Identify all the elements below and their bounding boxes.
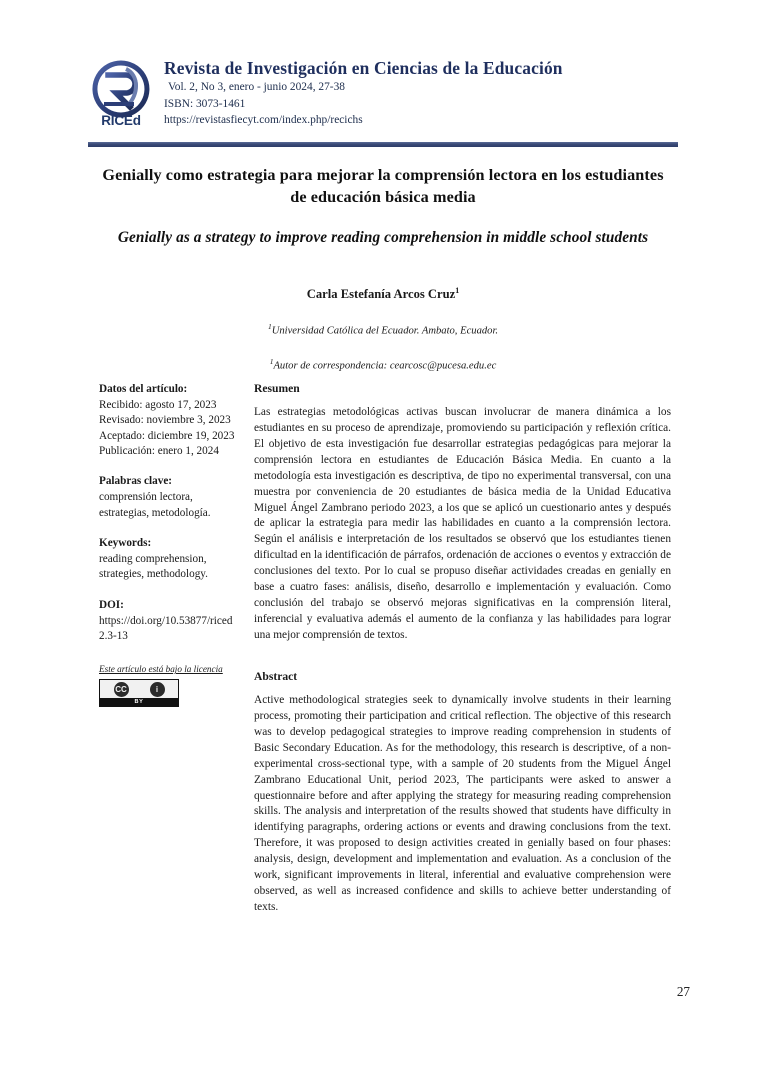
article-titles <box>95 165 671 248</box>
keywords-english-line-1: reading comprehension, <box>99 553 207 566</box>
resumen-heading: Resumen <box>254 382 300 395</box>
affiliation-superscript: 1 <box>267 322 272 332</box>
date-revised: Revisado: noviembre 3, 2023 <box>99 414 231 427</box>
article-title-spanish: Genially como estrategia para mejorar la comprensión lectora en los estudiantes de educación básica media <box>102 166 664 206</box>
correspondence-text: Autor de correspondencia: cearcosc@pucesa.edu.ec <box>273 360 497 372</box>
doi-link[interactable]: https://doi.org/10.53877/riced2.3-13 <box>99 614 233 643</box>
cc-badge-icons <box>100 680 178 699</box>
journal-volume-line: Vol. 2, No 3, enero - junio 2024, 27-38 <box>168 81 345 94</box>
date-published: Publicación: enero 1, 2024 <box>99 444 219 457</box>
abstracts-column <box>254 382 671 916</box>
article-data-heading: Datos del artículo: <box>99 383 188 395</box>
masthead-text-block <box>164 58 678 128</box>
abstract-heading: Abstract <box>254 669 298 683</box>
doi-group <box>99 598 240 645</box>
date-accepted: Aceptado: diciembre 19, 2023 <box>99 429 235 442</box>
article-metadata-sidebar <box>99 382 254 707</box>
article-title-english: Genially as a strategy to improve reading comprehension in middle school students <box>117 229 649 247</box>
keywords-english-heading: Keywords: <box>99 536 152 549</box>
cc-badge-label: BY <box>100 698 178 706</box>
journal-title: Revista de Investigación en Ciencias de la Educación <box>164 58 563 78</box>
keywords-spanish-line-2: estrategias, metodología. <box>99 506 211 519</box>
author-correspondence <box>95 357 671 372</box>
journal-url-link[interactable]: https://revistasfiecyt.com/index.php/recichs <box>164 113 363 126</box>
doi-heading: DOI: <box>99 598 124 611</box>
creative-commons-by-badge-icon[interactable] <box>99 679 179 707</box>
masthead-divider-rule <box>88 142 678 147</box>
page-number: 27 <box>676 984 690 999</box>
date-received: Recibido: agosto 17, 2023 <box>99 399 217 412</box>
journal-logo <box>88 58 154 128</box>
affiliation-text: Universidad Católica del Ecuador. Ambato, Ecuador. <box>271 325 499 337</box>
keywords-spanish-line-1: comprensión lectora, <box>99 491 193 504</box>
cc-attribution-icon: i <box>150 682 165 697</box>
license-note: Este artículo está bajo la licencia <box>99 664 223 675</box>
spacer <box>254 644 671 670</box>
journal-masthead <box>88 58 678 128</box>
correspondence-superscript: 1 <box>269 356 274 366</box>
keywords-spanish-heading: Palabras clave: <box>99 475 173 488</box>
author-name <box>95 286 671 302</box>
keywords-spanish-group <box>99 474 240 521</box>
logo-wordmark: RICEd <box>101 113 141 128</box>
license-group <box>99 664 240 707</box>
author-block <box>95 286 671 371</box>
journal-isbn-line: ISBN: 3073-1461 <box>164 97 246 110</box>
resumen-text: Las estrategias metodológicas activas buscan involucrar de manera dinámica a los estudiantes en su proceso de aprendizaje, promoviendo su participación y reflexión crítica. El objetivo de esta investigación fue desarrollar estrategias pedagógicas para mejorar la comprensión lectora en estudiantes de Educación Básica Media. En cuanto a la metodología esta investigación es descriptiva, de tipo no experimental transversal, con una muestra por conveniencia de 20 estudiantes de básica media de la Unidad Educativa Miguel Ángel Zambrano periodo 2023, a los que se aplicó un cuestionario antes y después de aplicar la estrategia para medir las habilidades en cuanto a la comprensión lectora. Según el análisis e interpretación de los resultados se observó que los estudiantes tienen dificultad en la identificación de párrafos, ordenación de acciones o eventos y extracción de conclusiones del texto. Por lo cual se propuso diseñar actividades creadas en genially en base a cuatro fases: análisis, diseño, desarrollo e implementación y evaluación. Como conclusión del trabajo se observó mejoras significativas en la comprensión literal, inferencial y evaluativa además el aumento de la confianza y las habilidades para lograr una mejor comprensión de textos. <box>254 405 671 642</box>
keywords-english-group <box>99 536 240 583</box>
keywords-english-line-2: strategies, methodology. <box>99 568 208 581</box>
spacer <box>99 583 240 598</box>
abstract-text: Active methodological strategies seek to dynamically involve students in their learning process, promoting their participation and critical reflection. The objective of this research was to develop pedagogical strategies to improve reading comprehension in students of Basic Secondary Education. As for the methodology, this research is descriptive, of a non-experimental cross-sectional type, with a sample of 20 students from the Miguel Ángel Zambrano Educational Unit, period 2023, The participants were asked to answer a questionnaire before and after applying the strategy for measuring reading comprehension skills. The analysis and interpretation of the results showed that students have difficulty in identifying paragraphs, ordering actions or events and drawing conclusions from the text. Therefore, it was proposed to design activities created in genially based on four phases: analysis, design, development and implementation and evaluation. As a conclusion of the work, significant improvements in literal, inferential and evaluative comprehension were observed, as well as increased confidence and skills to achieve better understanding of texts. <box>254 693 671 914</box>
riced-logo-icon <box>92 60 150 118</box>
author-affiliation <box>95 322 671 337</box>
author-name-text: Carla Estefanía Arcos Cruz <box>306 287 456 302</box>
spacer <box>99 521 240 536</box>
article-body <box>99 382 671 916</box>
author-name-superscript: 1 <box>455 286 460 295</box>
article-dates-group <box>99 382 240 459</box>
cc-circle-icon: CC <box>114 682 129 697</box>
spacer <box>99 459 240 474</box>
